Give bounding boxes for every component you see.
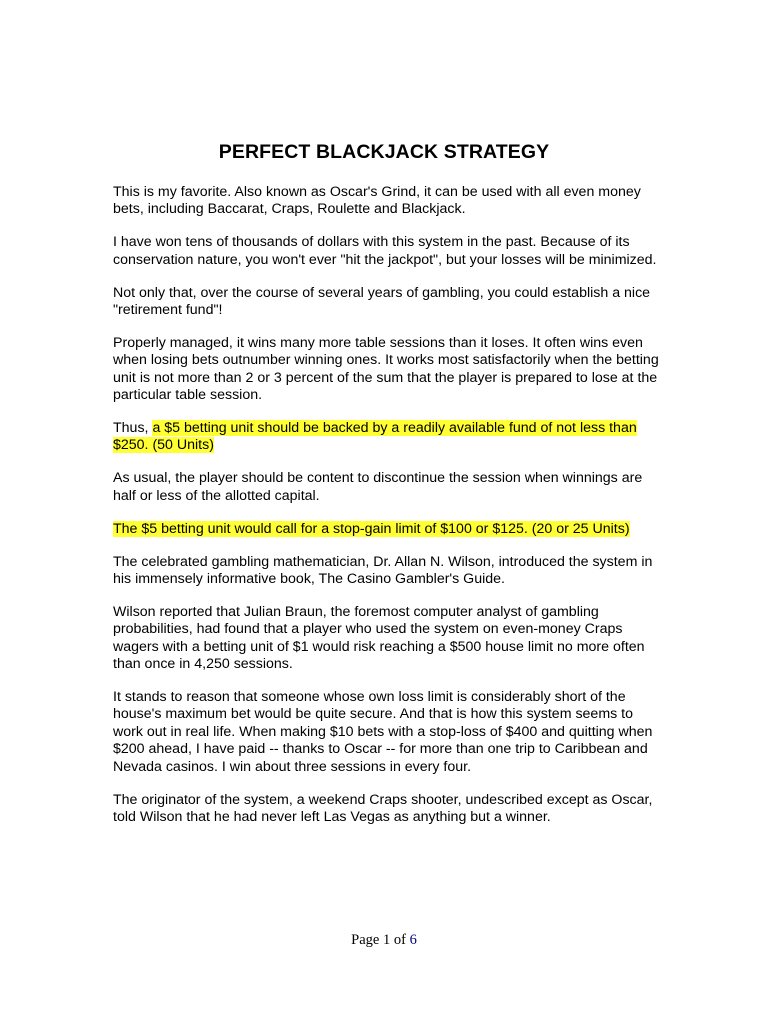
paragraph-stop-gain-limit	[113, 521, 661, 538]
paragraph-favorite: This is my favorite. Also known as Oscar's Grind, it can be used with all even money bets, including Baccarat, Craps, Roulette and Blackjack.	[113, 184, 641, 218]
paragraph-properly-managed: Properly managed, it wins many more table sessions than it loses. It often wins even when losing bets outnumber winning ones. It works most satisfactorily when the betting unit is not more than 2 or 3 percent of the sum that the player is prepared to lose at the particular table session.	[113, 334, 659, 404]
page-total-number: 6	[409, 932, 417, 948]
document-body	[113, 184, 661, 842]
page-label: Page	[351, 932, 383, 948]
page-title: PERFECT BLACKJACK STRATEGY	[218, 141, 550, 163]
highlighted-text: a $5 betting unit should be backed by a readily available fund of not less than $250. (50 Units)	[113, 420, 637, 454]
paragraph-discontinue-session: As usual, the player should be content to discontinue the session when winnings are half or less of the allotted capital.	[113, 470, 643, 504]
paragraph-loss-limit: It stands to reason that someone whose own loss limit is considerably short of the house's maximum bet would be quite secure. And that is how this system seems to work out in real life. When making $10 bets with a stop-loss of $400 and quitting when $200 ahead, I have paid -- thanks to Oscar -- for more than one trip to Caribbean and Nevada casinos. I win about three sessions in every four.	[113, 689, 653, 775]
page-current-number: 1	[382, 932, 391, 948]
paragraph-originator: The originator of the system, a weekend Craps shooter, undescribed except as Oscar, told Wilson that he had never left Las Vegas as anything but a winner.	[113, 791, 653, 825]
paragraph-julian-braun: Wilson reported that Julian Braun, the foremost computer analyst of gambling probabilities, had found that a player who used the system on even-money Craps wagers with a betting unit of $1 would risk reaching a $500 house limit no more often than once in 4,250 sessions.	[113, 603, 645, 673]
paragraph-allan-wilson: The celebrated gambling mathematician, Dr. Allan N. Wilson, introduced the system in his immensely informative book, The Casino Gambler's Guide.	[113, 553, 653, 587]
paragraph-won-tens-of-thousands: I have won tens of thousands of dollars with this system in the past. Because of its conservation nature, you won't ever "hit the jackpot", but your losses will be minimized.	[113, 234, 657, 268]
highlighted-text: The $5 betting unit would call for a stop-gain limit of $100 or $125. (20 or 25 Units)	[113, 520, 630, 537]
page-number-footer	[0, 931, 768, 949]
paragraph-lead-text: Thus,	[113, 420, 153, 437]
paragraph-retirement-fund: Not only that, over the course of several years of gambling, you could establish a nice "retirement fund"!	[113, 284, 651, 319]
page-of-label: of	[390, 932, 410, 948]
paragraph-betting-unit-fund	[113, 420, 661, 455]
